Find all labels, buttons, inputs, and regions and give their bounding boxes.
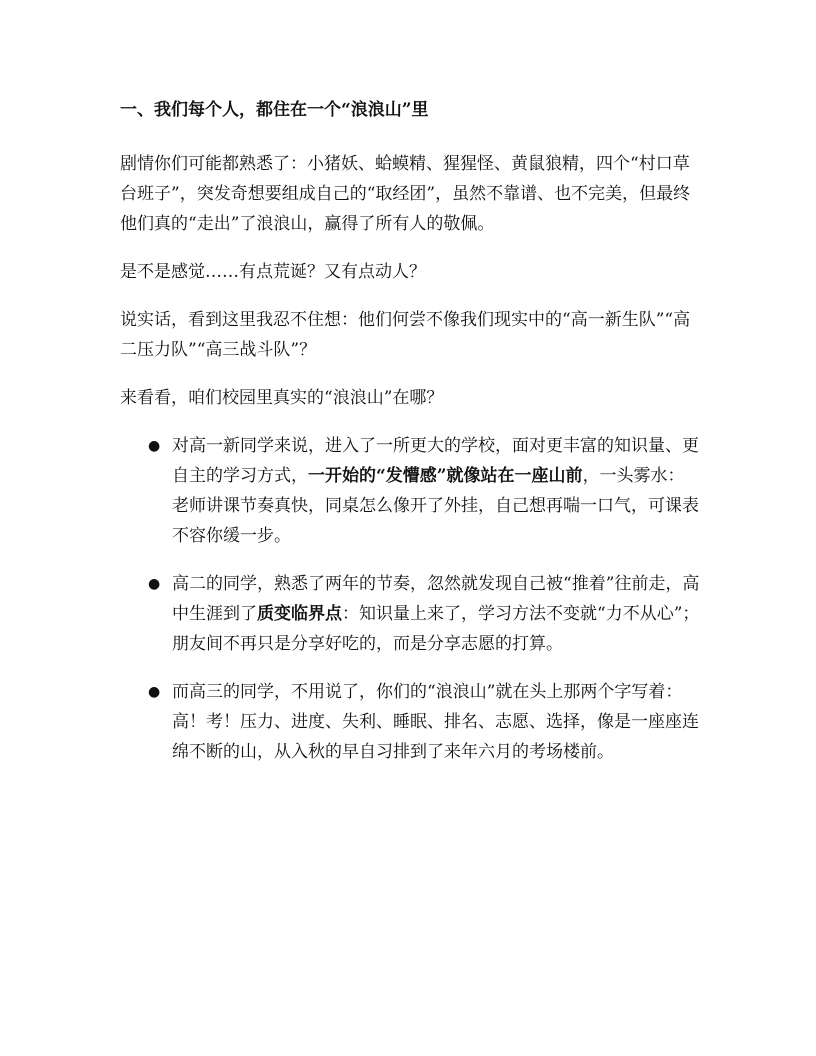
list-item-text: 高二的同学，熟悉了两年的节奏，忽然就发现自己被“推着”往前走，高中生涯到了 — [172, 574, 700, 624]
question-paragraph: 是不是感觉……有点荒诞？又有点动人？ — [120, 262, 426, 282]
document-page — [120, 96, 700, 785]
list-item-text: 对高一新同学来说，进入了一所更大的学校，面对更丰富的知识量、更自主的学习方式， — [172, 436, 699, 486]
bullet-dot-icon: ● — [148, 438, 161, 454]
list-item-grade-two — [120, 569, 700, 659]
reflection-paragraph: 说实话，看到这里我忍不住想：他们何尝不像我们现实中的“高一新生队”“高二压力队”“高三战斗队”？ — [120, 310, 691, 360]
intro-paragraph: 剧情你们可能都熟悉了：小猪妖、蛤蟆精、猩猩怪、黄鼠狼精，四个“村口草台班子”，突发奇想要组成自己的“取经团”，虽然不靠谱、也不完美，但最终他们真的“走出”了浪浪山，赢得了所有人的敬佩。 — [120, 154, 691, 234]
list-item-emphasis: 一开始的“发懵感”就像站在一座山前 — [308, 466, 583, 486]
list-item-grade-one — [120, 431, 700, 551]
section-heading: 一、我们每个人，都住在一个“浪浪山”里 — [120, 100, 429, 120]
lead-in-paragraph: 来看看，咱们校园里真实的“浪浪山”在哪？ — [120, 388, 444, 408]
list-item-text: 而高三的同学，不用说了，你们的“浪浪山”就在头上那两个字写着：高！考！压力、进度、失利、睡眠、排名、志愿、选择，像是一座座连绵不断的山，从入秋的早自习排到了来年六月的考场楼前。 — [172, 682, 699, 762]
bullet-dot-icon: ● — [148, 684, 161, 700]
bullet-list — [120, 431, 700, 767]
list-item-text: ，一头雾水：老师讲课节奏真快，同桌怎么像开了外挂，自己想再喘一口气，可课表不容你缓一步。 — [172, 466, 699, 546]
list-item-grade-three — [120, 677, 700, 767]
bullet-dot-icon: ● — [148, 576, 161, 592]
list-item-text: ：知识量上来了，学习方法不变就“力不从心”；朋友间不再只是分享好吃的，而是分享志愿的打算。 — [172, 604, 700, 654]
list-item-emphasis: 质变临界点 — [257, 604, 342, 624]
